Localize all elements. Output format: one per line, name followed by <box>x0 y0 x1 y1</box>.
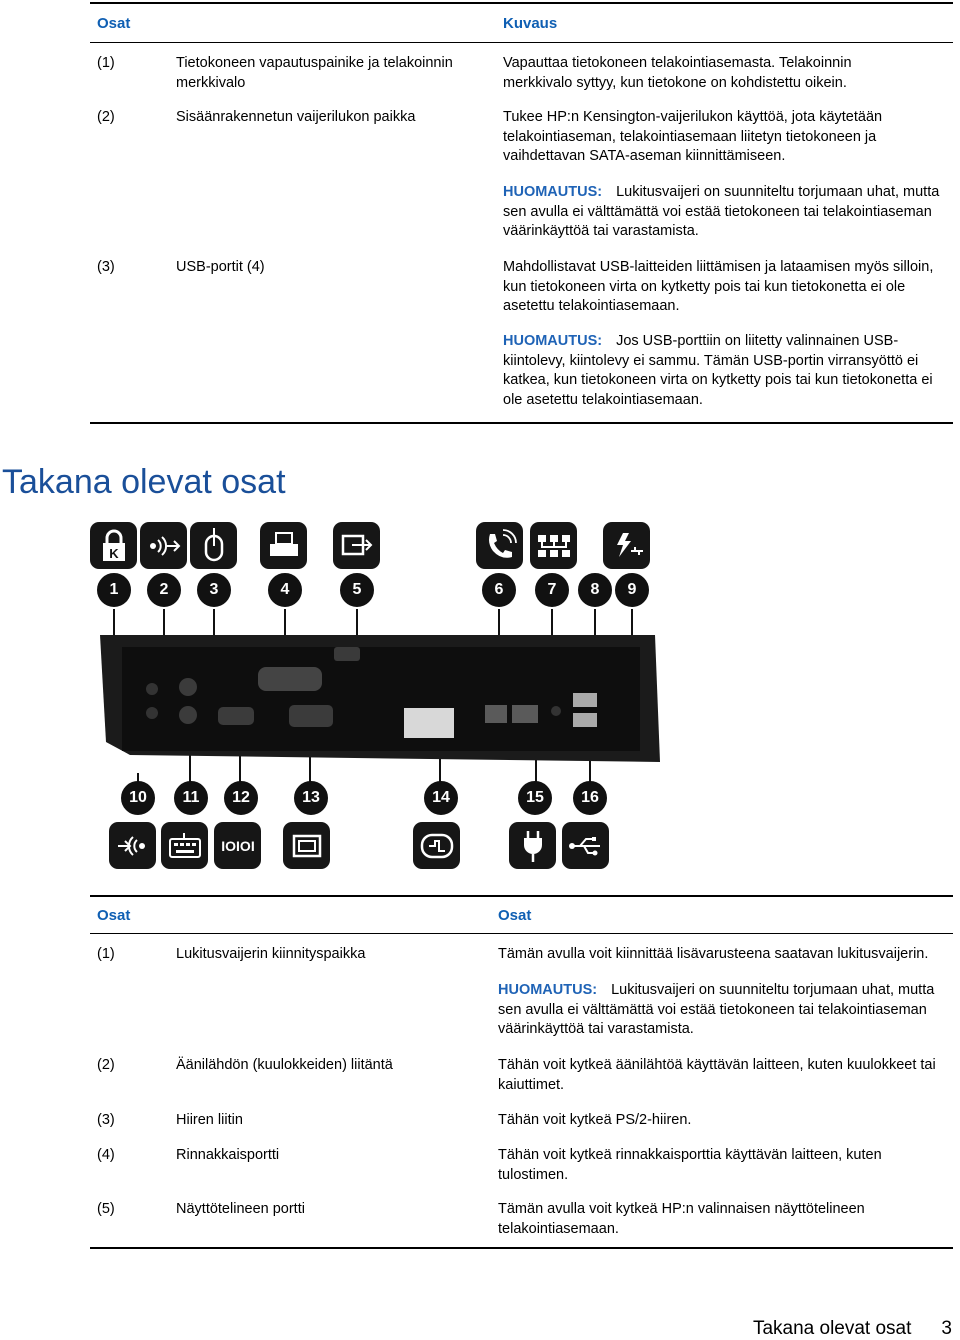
table1-row3-name: USB-portit (4) <box>176 259 265 275</box>
table2-top-rule <box>90 895 953 897</box>
callout-10: 10 <box>121 781 155 815</box>
page-footer <box>723 1318 952 1340</box>
table1-row1-name: Tietokoneen vapautuspainike ja telakoinnin merkkivalo <box>176 55 453 91</box>
callout-6: 6 <box>482 573 516 607</box>
callout-14: 14 <box>424 781 458 815</box>
table1-header-left: Osat <box>97 15 131 32</box>
callout-2: 2 <box>147 573 181 607</box>
audio-in-icon <box>109 822 156 869</box>
table1-row3-desc: Mahdollistavat USB-laitteiden liittämisen ja lataamisen myös silloin, kun tietokoneen virta on kytketty pois tai kun tietokonetta ei ole asetettu telakointiasemaan. <box>503 259 934 314</box>
footer-section: Takana olevat osat <box>752 1318 912 1339</box>
callout-15: 15 <box>518 781 552 815</box>
note-text: Jos USB-porttiin on liitetty valinnainen USB-kiintolevy, kiintolevy ei sammu. Tämän USB-portin virransyöttö ei katkea, kun tietokoneen virta on kytketty pois tai kun tietokonetta ei ole asetettu telakointiasemaan. <box>503 333 933 408</box>
table2-row1-name: Lukitusvaijerin kiinnityspaikka <box>176 946 366 962</box>
table2-row4-name: Rinnakkaisportti <box>176 1147 280 1163</box>
table2-header-rule <box>90 933 953 934</box>
table2-row3-name: Hiiren liitin <box>176 1112 243 1128</box>
keyboard-icon <box>161 822 208 869</box>
table2-row1-note <box>498 981 943 1040</box>
svg-text:IOIOI: IOIOI <box>220 837 255 854</box>
section-title: Takana olevat osat <box>2 463 286 501</box>
table2-header-left: Osat <box>97 907 131 924</box>
power-icon <box>509 822 556 869</box>
callout-3: 3 <box>197 573 231 607</box>
table2-bottom-rule <box>90 1247 953 1249</box>
callout-5: 5 <box>340 573 374 607</box>
note-text: Lukitusvaijeri on suunniteltu torjumaan uhat, mutta sen avulla ei välttämättä voi estää tietokoneen tai telakointiaseman väärinkäyttöä tai varastamista. <box>503 184 940 239</box>
svg-text:K: K <box>108 545 119 561</box>
callout-7: 7 <box>535 573 569 607</box>
callout-11: 11 <box>174 781 208 815</box>
table2-row4-desc: Tähän voit kytkeä rinnakkaisporttia käyttävän laitteen, kuten tulostimen. <box>498 1147 882 1183</box>
table1-top-rule <box>90 2 953 4</box>
callout-12: 12 <box>224 781 258 815</box>
serial-icon <box>214 822 261 869</box>
callout-9: 9 <box>615 573 649 607</box>
table1-row2-note <box>503 183 943 242</box>
callout-4: 4 <box>268 573 302 607</box>
dock-rear-figure <box>90 517 660 880</box>
table2-row2-name: Äänilähdön (kuulokkeiden) liitäntä <box>176 1057 393 1073</box>
table2-row4-num: (4) <box>97 1147 115 1163</box>
footer-page-number: 3 <box>941 1318 952 1339</box>
table2-row1-num: (1) <box>97 946 115 962</box>
table2-row2-desc: Tähän voit kytkeä äänilähtöä käyttävän laitteen, kuten kuulokkeet tai kaiuttimet. <box>498 1057 936 1093</box>
table1-header-right: Kuvaus <box>503 15 558 32</box>
note-label: HUOMAUTUS: <box>503 333 603 349</box>
callout-13: 13 <box>294 781 328 815</box>
dvi-icon <box>413 822 460 869</box>
table1-row2-desc: Tukee HP:n Kensington-vaijerilukon käyttöä, jota käytetään telakointiaseman, telakointiasemaan liitetyn tietokoneen ja vaihdettavan SATA-aseman kiinnittämiseen. <box>503 109 883 164</box>
table2-row5-num: (5) <box>97 1201 115 1217</box>
table1-row3-num: (3) <box>97 259 115 275</box>
note-label: HUOMAUTUS: <box>503 184 603 200</box>
callout-16: 16 <box>573 781 607 815</box>
table1-row2-num: (2) <box>97 109 115 125</box>
table1-row2-name: Sisäänrakennetun vaijerilukon paikka <box>176 109 416 125</box>
table1-header-rule <box>90 42 953 43</box>
callout-1: 1 <box>97 573 131 607</box>
note-text: Lukitusvaijeri on suunniteltu torjumaan uhat, mutta sen avulla ei välttämättä voi estää tietokoneen tai telakointiaseman väärinkäyttöä tai varastamista. <box>498 982 935 1037</box>
table1-row3-note <box>503 332 950 410</box>
table2-header-right: Osat <box>498 907 532 924</box>
table2-row5-name: Näyttötelineen portti <box>176 1201 305 1217</box>
table2-row2-num: (2) <box>97 1057 115 1073</box>
callout-8: 8 <box>578 573 612 607</box>
table2-row3-desc: Tähän voit kytkeä PS/2-hiiren. <box>498 1112 692 1128</box>
table2-row3-num: (3) <box>97 1112 115 1128</box>
table1-row1-desc: Vapauttaa tietokoneen telakointiasemasta. Telakoinnin merkkivalo syttyy, kun tietokone on kohdistettu oikein. <box>503 55 852 91</box>
note-label: HUOMAUTUS: <box>498 982 598 998</box>
table1-row1-num: (1) <box>97 55 115 71</box>
monitor-icon <box>283 822 330 869</box>
table2-row5-desc: Tämän avulla voit kytkeä HP:n valinnaisen näyttötelineen telakointiasemaan. <box>498 1201 865 1237</box>
table2-row1-desc: Tämän avulla voit kiinnittää lisävarusteena saatavan lukitusvaijerin. <box>498 946 929 962</box>
table1-bottom-rule <box>90 422 953 424</box>
usb-icon <box>562 822 609 869</box>
